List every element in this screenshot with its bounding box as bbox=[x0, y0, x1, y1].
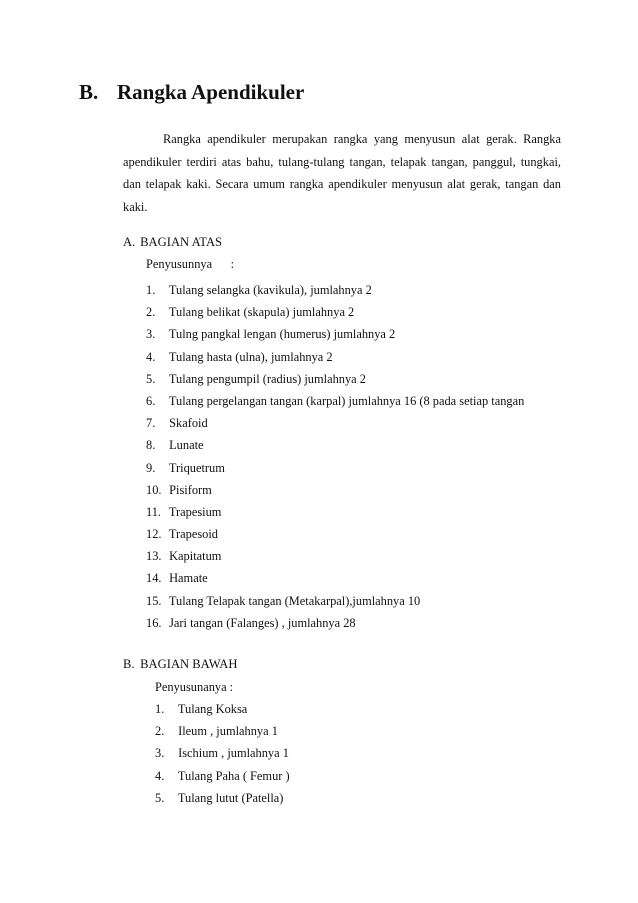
list-item-text: Pisiform bbox=[169, 482, 212, 497]
list-item-number: 2. bbox=[146, 305, 156, 320]
list-item-number: 16. bbox=[146, 615, 162, 630]
list-item-text: Ischium , jumlahnya 1 bbox=[178, 746, 289, 761]
list-item-number: 13. bbox=[146, 549, 162, 564]
list-item-number: 1. bbox=[155, 702, 165, 716]
list-item-text: Ileum , jumlahnya 1 bbox=[178, 724, 278, 739]
list-item-text: Tulng pangkal lengan (humerus) jumlahnya 2 bbox=[168, 327, 396, 342]
list-item-text: Jari tangan (Falanges) , jumlahnya 28 bbox=[169, 615, 356, 630]
heading-title: Rangka Apendikuler bbox=[117, 80, 305, 104]
list-item-text: Lunate bbox=[169, 438, 204, 453]
heading-letter: B. bbox=[79, 80, 99, 104]
list-item bbox=[146, 501, 524, 523]
list-item-text: Tulang hasta (ulna), jumlahnya 2 bbox=[168, 349, 333, 364]
section-a-subtitle: Penyusunnya : bbox=[146, 257, 235, 271]
intro-paragraph bbox=[123, 128, 561, 219]
section-a-list bbox=[146, 279, 524, 634]
list-item bbox=[146, 412, 524, 434]
list-item-number: 5. bbox=[155, 790, 165, 805]
section-b-subtitle: Penyusunanya : bbox=[155, 680, 234, 694]
list-item-text: Kapitatum bbox=[169, 549, 222, 564]
list-item bbox=[146, 457, 524, 479]
list-item bbox=[155, 765, 290, 787]
list-item bbox=[155, 698, 290, 720]
list-item bbox=[146, 545, 524, 567]
list-item-number: 11. bbox=[146, 504, 162, 519]
list-item-text: Tulang Koksa bbox=[177, 702, 248, 716]
list-item-text: Triquetrum bbox=[168, 460, 225, 475]
list-item bbox=[155, 720, 290, 742]
list-item-text: Tulang Telapak tangan (Metakarpal),jumlahnya 10 bbox=[168, 593, 421, 608]
list-item-number: 4. bbox=[146, 349, 156, 364]
list-item bbox=[146, 368, 524, 390]
list-item bbox=[146, 346, 524, 368]
list-item-number: 7. bbox=[146, 416, 156, 431]
list-item bbox=[146, 434, 524, 456]
list-item-text: Tulang lutut (Patella) bbox=[177, 790, 284, 805]
list-item-number: 1. bbox=[146, 283, 156, 297]
list-item bbox=[146, 390, 524, 412]
list-item-number: 10. bbox=[146, 482, 162, 497]
list-item-text: Hamate bbox=[169, 571, 208, 586]
list-item bbox=[146, 590, 524, 612]
list-item-text: Tulang selangka (kavikula), jumlahnya 2 bbox=[168, 283, 372, 297]
list-item-text: Tulang belikat (skapula) jumlahnya 2 bbox=[168, 305, 355, 320]
list-item-number: 8. bbox=[146, 438, 156, 453]
list-item bbox=[155, 742, 290, 764]
list-item-text: Tulang pergelangan tangan (karpal) jumlahnya 16 (8 pada setiap tangan bbox=[168, 393, 525, 408]
list-item-text: Trapesoid bbox=[168, 527, 218, 542]
list-item-number: 14. bbox=[146, 571, 162, 586]
list-item-number: 15. bbox=[146, 593, 162, 608]
list-item-number: 3. bbox=[155, 746, 165, 761]
section-b-title bbox=[123, 657, 237, 672]
list-item bbox=[146, 301, 524, 323]
section-b-list bbox=[155, 698, 290, 809]
list-item bbox=[146, 323, 524, 345]
list-item-number: 4. bbox=[155, 768, 165, 783]
list-item bbox=[146, 479, 524, 501]
intro-paragraph-text: Rangka apendikuler merupakan rangka yang menyusun alat gerak. Rangka apendikuler terdiri atas bahu, tulang-tulang tangan, telapak tangan, panggul, tungkai, dan telapak kaki. Secara umum rangka apendikuler menyusun alat gerak, tangan dan kaki. bbox=[123, 132, 561, 215]
section-a-title-text: BAGIAN ATAS bbox=[140, 235, 223, 249]
list-item bbox=[155, 787, 290, 809]
list-item-text: Tulang pengumpil (radius) jumlahnya 2 bbox=[168, 371, 366, 386]
list-item-number: 12. bbox=[146, 527, 162, 542]
list-item-number: 2. bbox=[155, 724, 165, 739]
list-item bbox=[146, 612, 524, 634]
list-item-text: Trapesium bbox=[168, 504, 222, 519]
section-a-title bbox=[123, 235, 222, 250]
section-a-letter: A. bbox=[123, 235, 136, 249]
list-item bbox=[146, 523, 524, 545]
list-item bbox=[146, 279, 524, 301]
section-b-title-text: BAGIAN BAWAH bbox=[140, 657, 238, 671]
list-item bbox=[146, 567, 524, 589]
list-item-text: Tulang Paha ( Femur ) bbox=[177, 768, 290, 783]
list-item-number: 5. bbox=[146, 371, 156, 386]
section-heading bbox=[79, 80, 304, 105]
list-item-text: Skafoid bbox=[169, 416, 208, 431]
section-b-letter: B. bbox=[123, 657, 135, 671]
list-item-number: 6. bbox=[146, 393, 156, 408]
list-item-number: 9. bbox=[146, 460, 156, 475]
list-item-number: 3. bbox=[146, 327, 156, 342]
